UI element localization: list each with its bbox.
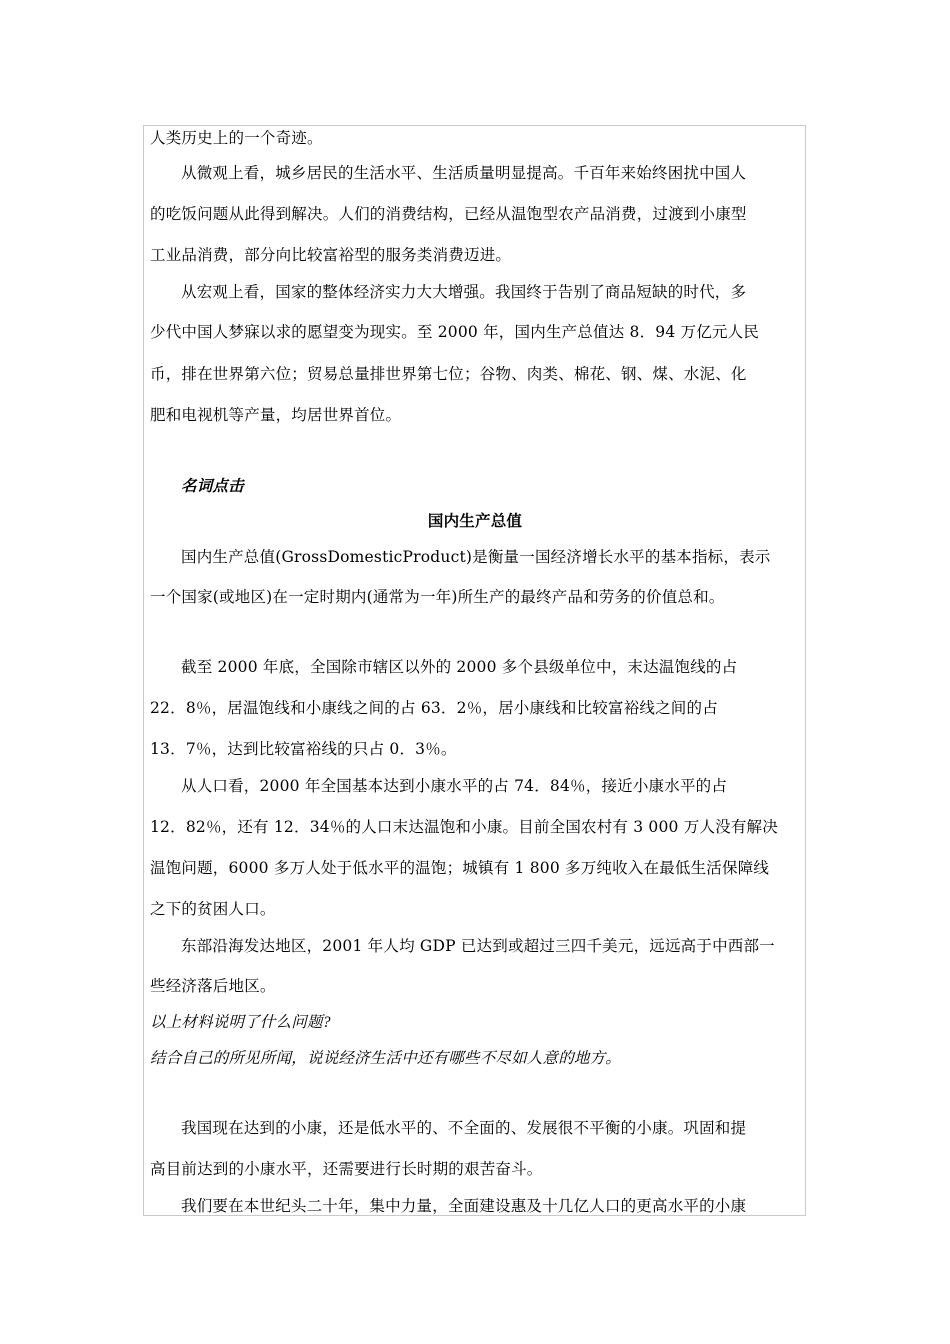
text-line: 13．7％，达到比较富裕线的只占 0．3％。 — [150, 740, 457, 758]
text-line: 人类历史上的一个奇迹。 — [150, 129, 323, 147]
section-heading: 名词点击 — [181, 476, 244, 495]
text-line: 温饱问题，6000 多万人处于低水平的温饱；城镇有 1 800 多万纯收入在最低生活保障线 — [150, 859, 770, 877]
text-line: 些经济落后地区。 — [150, 977, 276, 995]
text-line: 从宏观上看，国家的整体经济实力大大增强。我国终于告别了商品短缺的时代，多 — [181, 283, 747, 301]
question-line: 以上材料说明了什么问题? — [150, 1014, 331, 1031]
text-line: 截至 2000 年底，全国除市辖区以外的 2000 多个县级单位中，末达温饱线的占 — [181, 658, 738, 676]
text-line: 的吃饭问题从此得到解决。人们的消费结构，已经从温饱型农产品消费，过渡到小康型 — [150, 205, 747, 223]
text-line: 从人口看，2000 年全国基本达到小康水平的占 74．84％，接近小康水平的占 — [181, 777, 728, 795]
text-line: 一个国家(或地区)在一定时期内(通常为一年)所生产的最终产品和劳务的价值总和。 — [150, 588, 725, 606]
term-title: 国内生产总值 — [427, 511, 523, 530]
text-line: 肥和电视机等产量，均居世界首位。 — [150, 406, 402, 424]
text-line: 国内生产总值(GrossDomesticProduct)是衡量一国经济增长水平的基本指标，表示 — [181, 548, 771, 566]
text-line: 东部沿海发达地区，2001 年人均 GDP 已达到或超过三四千美元，远远高于中西部一 — [181, 937, 775, 955]
text-line: 我们要在本世纪头二十年，集中力量，全面建设惠及十几亿人口的更高水平的小康 — [181, 1197, 747, 1215]
text-line: 币，排在世界第六位；贸易总量排世界第七位；谷物、肉类、棉花、钢、煤、水泥、化 — [150, 365, 747, 383]
question-line: 结合自己的所见所闻，说说经济生活中还有哪些不尽如人意的地方。 — [150, 1050, 622, 1067]
text-line: 少代中国人梦寐以求的愿望变为现实。至 2000 年，国内生产总值达 8．94 万亿元人民 — [150, 323, 760, 341]
text-line: 22．8％，居温饱线和小康线之间的占 63．2％，居小康线和比较富裕线之间的占 — [150, 699, 718, 717]
text-line: 工业品消费，部分向比较富裕型的服务类消费迈进。 — [150, 246, 512, 264]
text-line: 从微观上看，城乡居民的生活水平、生活质量明显提高。千百年来始终困扰中国人 — [181, 164, 747, 182]
text-line: 高目前达到的小康水平，还需要进行长时期的艰苦奋斗。 — [150, 1160, 543, 1178]
text-line: 之下的贫困人口。 — [150, 900, 276, 918]
text-line: 12．82％，还有 12．34％的人口末达温饱和小康。目前全国农村有 3 000 万人没有解决 — [150, 818, 778, 836]
text-line: 我国现在达到的小康，还是低水平的、不全面的、发展很不平衡的小康。巩固和提 — [181, 1119, 747, 1137]
